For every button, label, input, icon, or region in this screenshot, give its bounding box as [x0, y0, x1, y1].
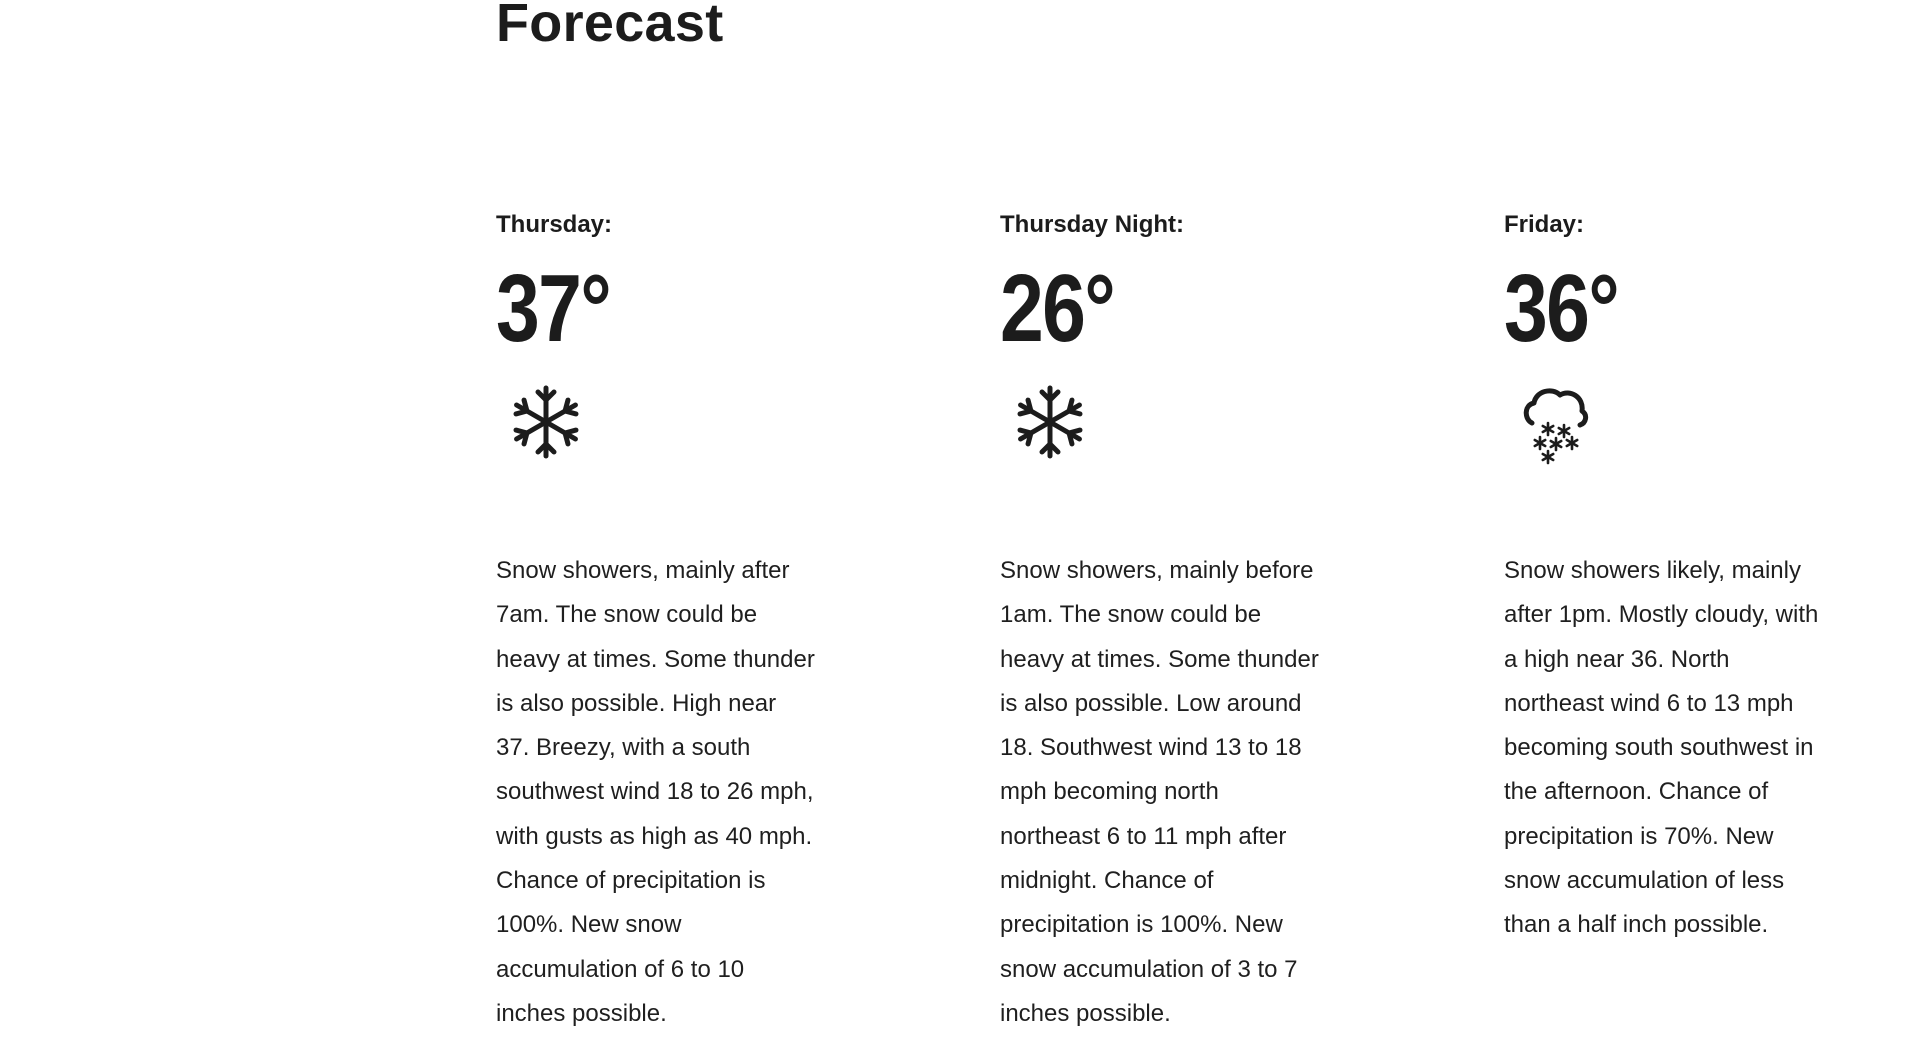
temperature: 36°: [1504, 255, 1619, 362]
period-label: Thursday Night:: [1000, 211, 1184, 238]
forecast-description: Snow showers, mainly after 7am. The snow could be heavy at times. Some thunder is also possible. High near 37. Breezy, with a south southwest wind 18 to 26 mph, with gusts as high as 40 mph. Chance of precipitation is 100%. New snow accumulation of 6 to 10 inches possible.: [496, 557, 815, 1027]
forecast-period-friday: [1504, 207, 1844, 948]
weather-icon-container: [1000, 377, 1090, 467]
forecast-period-thursday-night: [1000, 207, 1340, 1036]
forecast-description: Snow showers, mainly before 1am. The snow could be heavy at times. Some thunder is also possible. Low around 18. Southwest wind 13 to 18 mph becoming north northeast 6 to 11 mph after midnight. Chance of precipitation is 100%. New snow accumulation of 3 to 7 inches possible.: [1000, 557, 1319, 1027]
cloud-snow-icon: [1518, 383, 1590, 469]
page-title: Forecast: [496, 0, 724, 53]
snowflake-icon: [510, 383, 582, 461]
temperature: 37°: [496, 255, 611, 362]
period-label: Friday:: [1504, 211, 1585, 238]
temperature: 26°: [1000, 255, 1115, 362]
weather-icon-container: [1504, 377, 1594, 467]
forecast-period-thursday: [496, 207, 836, 1036]
snowflake-icon: [1014, 383, 1086, 461]
weather-icon-container: [496, 377, 586, 467]
forecast-description: Snow showers likely, mainly after 1pm. Mostly cloudy, with a high near 36. North northeast wind 6 to 13 mph becoming south southwest in the afternoon. Chance of precipitation is 70%. New snow accumulation of less than a half inch possible.: [1504, 557, 1819, 939]
period-label: Thursday:: [496, 211, 613, 238]
